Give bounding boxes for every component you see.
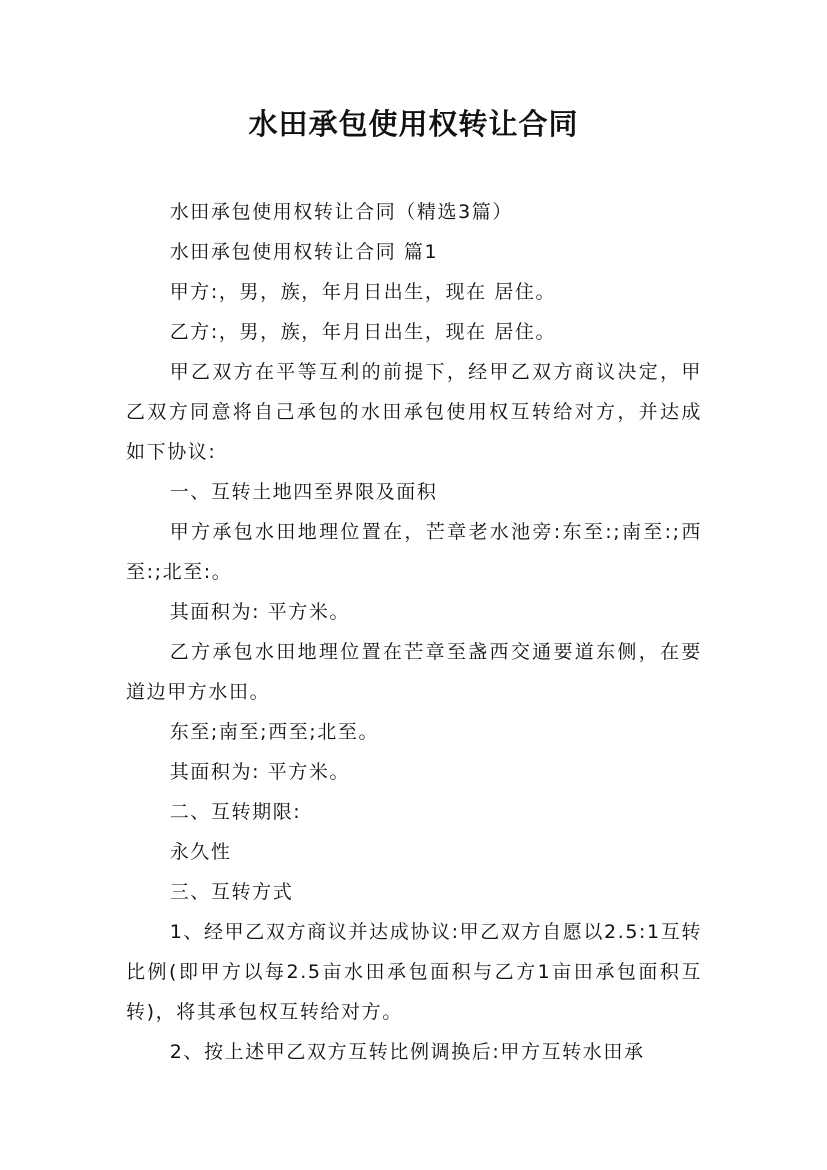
paragraph-term: 永久性 — [169, 841, 232, 863]
paragraph-exchange-ratio: 1、经甲乙双方商议并达成协议:甲乙双方自愿以2.5:1互转比例(即甲方以每2.5亩水田承包面积与乙方1亩田承包面积互转)，将其承包权互转给对方。 — [126, 921, 702, 1023]
paragraph-party-a-land: 甲方承包水田地理位置在，芒章老水池旁:东至:;南至:;西至:;北至:。 — [126, 521, 702, 583]
paragraph-party-a: 甲方:，男，族，年月日出生，现在 居住。 — [169, 281, 557, 303]
paragraph-party-b-bounds: 东至;南至;西至;北至。 — [169, 721, 380, 743]
paragraph-party-a-area: 其面积为: 平方米。 — [169, 601, 351, 623]
paragraph-section-heading: 水田承包使用权转让合同 篇1 — [169, 241, 439, 263]
document-body — [126, 192, 702, 1072]
paragraph-clause-3-heading: 三、互转方式 — [169, 881, 294, 903]
paragraph-subtitle: 水田承包使用权转让合同（精选3篇） — [169, 201, 513, 223]
paragraph-party-b-area: 其面积为: 平方米。 — [169, 761, 351, 783]
paragraph-clause-2-heading: 二、互转期限: — [169, 801, 302, 823]
paragraph-party-b-land: 乙方承包水田地理位置在芒章至盏西交通要道东侧，在要道边甲方水田。 — [126, 641, 702, 703]
paragraph-clause-1-heading: 一、互转土地四至界限及面积 — [169, 481, 438, 503]
paragraph-exchange-result: 2、按上述甲乙双方互转比例调换后:甲方互转水田承 — [169, 1041, 645, 1063]
paragraph-party-b: 乙方:，男，族，年月日出生，现在 居住。 — [169, 321, 557, 343]
document-title: 水田承包使用权转让合同 — [248, 107, 579, 141]
paragraph-preamble: 甲乙双方在平等互利的前提下，经甲乙双方商议决定，甲乙双方同意将自己承包的水田承包使用权互转给对方，并达成如下协议: — [126, 361, 702, 463]
